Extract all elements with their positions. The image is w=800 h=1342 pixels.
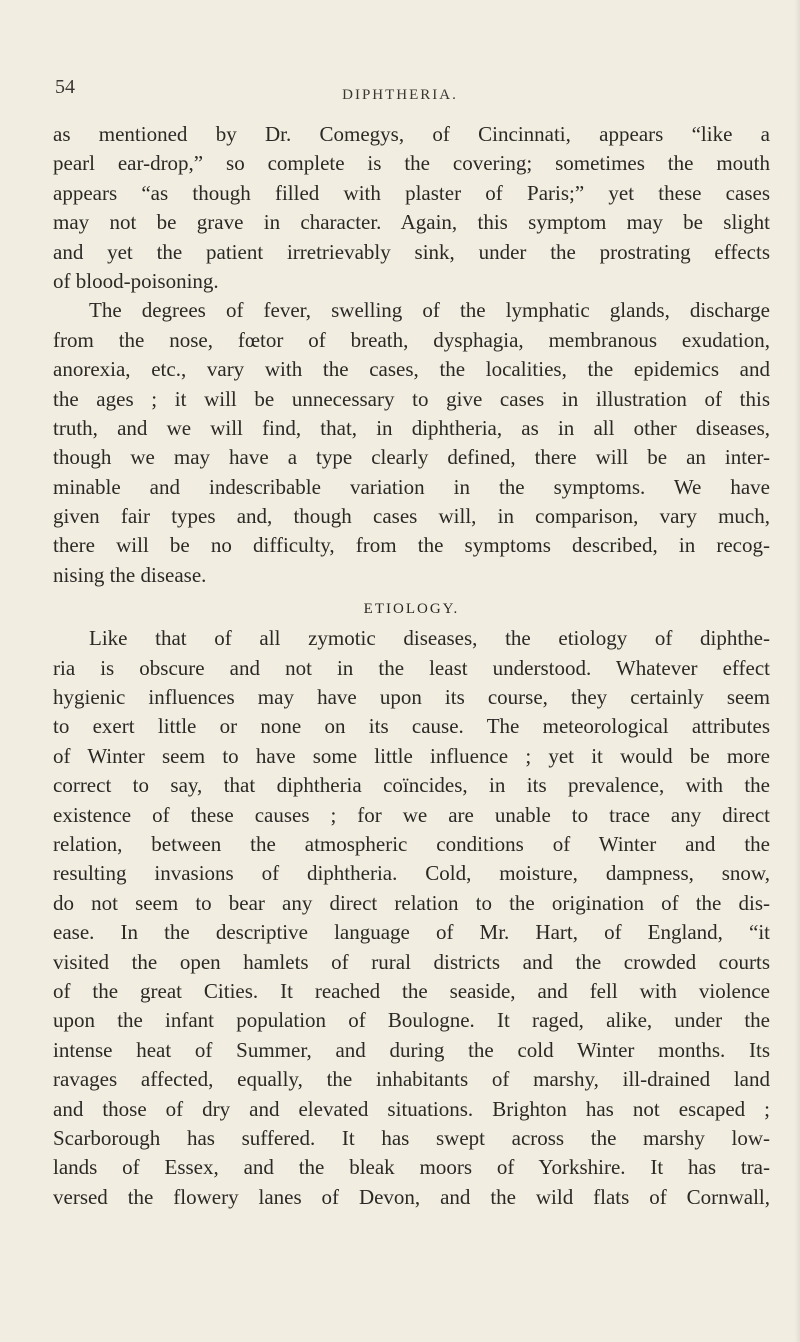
- paragraph-2-line: given fair types and, though cases will, in comparison, vary much,: [53, 504, 770, 529]
- page-edge-shadow: [794, 0, 800, 1342]
- paragraph-3-line: relation, between the atmospheric conditions of Winter and the: [53, 831, 770, 856]
- paragraph-1-line: may not be grave in character. Again, this symptom may be slight: [53, 210, 770, 235]
- section-heading: ETIOLOGY.: [363, 601, 460, 618]
- paragraph-1-line: pearl ear-drop,” so complete is the covering; sometimes the mouth: [53, 151, 770, 176]
- paragraph-3-line: do not seem to bear any direct relation to the origination of the dis-: [53, 890, 770, 915]
- paragraph-2-line: there will be no difficulty, from the symptoms described, in recog-: [53, 533, 770, 558]
- paragraph-3-line: hygienic influences may have upon its course, they certainly seem: [53, 685, 770, 710]
- paragraph-1-line: as mentioned by Dr. Comegys, of Cincinnati, appears “like a: [53, 122, 770, 146]
- paragraph-3-line: lands of Essex, and the bleak moors of Yorkshire. It has tra-: [53, 1155, 770, 1180]
- page-number: 54: [55, 76, 75, 98]
- paragraph-2-line: from the nose, fœtor of breath, dysphagia, membranous exudation,: [53, 327, 770, 352]
- paragraph-3-line: to exert little or none on its cause. The meteorological attributes: [53, 714, 770, 739]
- paragraph-1-line: and yet the patient irretrievably sink, under the prostrating effects: [53, 239, 770, 264]
- paragraph-3-line: intense heat of Summer, and during the cold Winter months. Its: [53, 1037, 770, 1062]
- paragraph-2-line: nising the disease.: [53, 562, 207, 587]
- paragraph-3-line: versed the flowery lanes of Devon, and the wild flats of Cornwall,: [53, 1184, 770, 1209]
- paragraph-3-line: and those of dry and elevated situations. Brighton has not escaped ;: [53, 1096, 770, 1121]
- paragraph-1-line: of blood-poisoning.: [53, 268, 219, 293]
- paragraph-3-line: visited the open hamlets of rural districts and the crowded courts: [53, 949, 770, 974]
- paragraph-2-line: truth, and we will find, that, in diphtheria, as in all other diseases,: [53, 415, 770, 440]
- paragraph-2-line: anorexia, etc., vary with the cases, the localities, the epidemics and: [53, 357, 770, 382]
- paragraph-3-line: upon the infant population of Boulogne. It raged, alike, under the: [53, 1008, 770, 1033]
- paragraph-2-line: the ages ; it will be unnecessary to give cases in illustration of this: [53, 386, 770, 411]
- paragraph-3-line: ravages affected, equally, the inhabitants of marshy, ill-drained land: [53, 1067, 770, 1092]
- paragraph-3-line: of the great Cities. It reached the seaside, and fell with violence: [53, 978, 770, 1003]
- paragraph-3-line: ria is obscure and not in the least understood. Whatever effect: [53, 655, 770, 680]
- paragraph-3-line: correct to say, that diphtheria coïncides, in its prevalence, with the: [53, 773, 770, 798]
- paragraph-2-line: though we may have a type clearly defined, there will be an inter-: [53, 445, 770, 470]
- paragraph-3-line: Scarborough has suffered. It has swept across the marshy low-: [53, 1125, 770, 1150]
- paragraph-2-line: minable and indescribable variation in the symptoms. We have: [53, 474, 770, 499]
- paragraph-2-line: The degrees of fever, swelling of the lymphatic glands, discharge: [89, 298, 770, 323]
- paragraph-3-line: resulting invasions of diphtheria. Cold, moisture, dampness, snow,: [53, 861, 770, 886]
- body-text: [53, 120, 770, 1212]
- paragraph-3-line: ease. In the descriptive language of Mr. Hart, of England, “it: [53, 920, 770, 945]
- running-head: DIPHTHERIA.: [342, 87, 458, 103]
- paragraph-1-line: appears “as though filled with plaster of Paris;” yet these cases: [53, 180, 770, 205]
- paragraph-3-line: existence of these causes ; for we are unable to trace any direct: [53, 802, 770, 827]
- paragraph-3-line: Like that of all zymotic diseases, the etiology of diphthe-: [89, 626, 770, 651]
- paragraph-3-line: of Winter seem to have some little influence ; yet it would be more: [53, 743, 770, 768]
